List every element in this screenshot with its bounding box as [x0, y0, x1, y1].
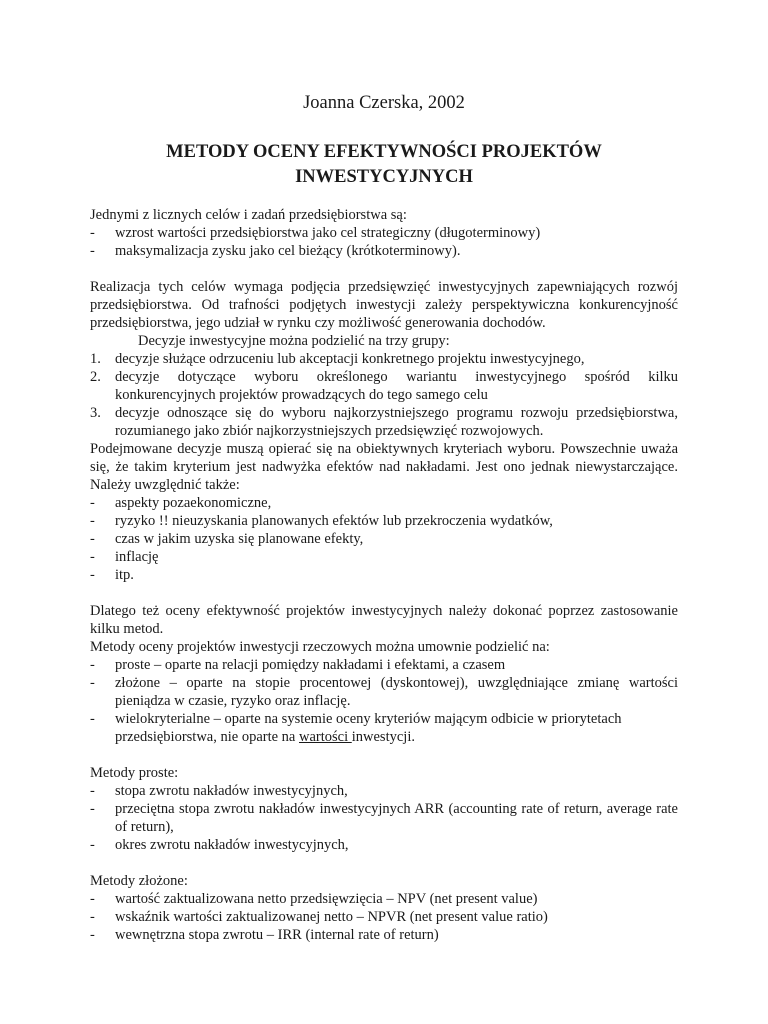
document-title: METODY OCENY EFEKTYWNOŚCI PROJEKTÓW INWESTYCYJNYCH: [166, 142, 602, 187]
list-item: [90, 710, 678, 746]
paragraph-dlatego: Dlatego też oceny efektywność projektów inwestycyjnych należy dokonać poprzez zastosowanie kilku metod.: [90, 603, 678, 637]
list-item: - czas w jakim uzyska się planowane efekty,: [90, 530, 678, 548]
paragraph-gap: [90, 854, 678, 872]
paragraph-podejmowane: Podejmowane decyzje muszą opierać się na obiektywnych kryteriach wyboru. Powszechnie uważa się, że takim kryterium jest nadwyżka efektów nad nakładami. Jest ono jednak niewystarczające. Należy uwzględnić także:: [90, 441, 678, 493]
underlined-text: wartości: [299, 729, 352, 745]
list-item: - wzrost wartości przedsiębiorstwa jako cel strategiczny (długoterminowy): [90, 224, 678, 242]
list-item: - wartość zaktualizowana netto przedsięwzięcia – NPV (net present value): [90, 890, 678, 908]
list-item: [90, 350, 678, 368]
decisions-lead: Decyzje inwestycyjne można podzielić na trzy grupy:: [138, 333, 450, 349]
list-item: - inflację: [90, 548, 678, 566]
complex-methods-heading: Metody złożone:: [90, 873, 188, 889]
list-number: 2.: [90, 369, 101, 385]
list-item: - aspekty pozaekonomiczne,: [90, 494, 678, 512]
simple-methods-heading: Metody proste:: [90, 765, 179, 781]
list-item: - itp.: [90, 566, 678, 584]
list-item: - proste – oparte na relacji pomiędzy nakładami i efektami, a czasem: [90, 656, 678, 674]
list-item: [90, 368, 678, 404]
factors-list: [90, 494, 678, 584]
list-text: decyzje dotyczące wyboru określonego wariantu inwestycyjnego spośród kilku konkurencyjnych projektów prowadzących do tego samego celu: [115, 369, 678, 403]
list-item: - ryzyko !! nieuzyskania planowanych efektów lub przekroczenia wydatków,: [90, 512, 678, 530]
list-item: - złożone – oparte na stopie procentowej (dyskontowej), uwzględniające zmianę wartości pieniądza w czasie, ryzyko oraz inflację.: [90, 674, 678, 710]
list-item: - okres zwrotu nakładów inwestycyjnych,: [90, 836, 678, 854]
author-line: Joanna Czerska, 2002: [303, 93, 465, 113]
list-text-cont: przedsiębiorstwa, nie oparte na: [115, 729, 299, 745]
complex-methods-list: [90, 890, 678, 944]
list-text: decyzje służące odrzuceniu lub akceptacji konkretnego projektu inwestycyjnego,: [115, 351, 585, 367]
intro-lead: Jednymi z licznych celów i zadań przedsiębiorstwa są:: [90, 207, 407, 223]
intro-list: [90, 224, 678, 260]
paragraph-gap: [90, 584, 678, 602]
list-item: - stopa zwrotu nakładów inwestycyjnych,: [90, 782, 678, 800]
list-item: - przeciętna stopa zwrotu nakładów inwestycyjnych ARR (accounting rate of return, average rate of return),: [90, 800, 678, 836]
decisions-list: [90, 350, 678, 440]
methods-list: [90, 656, 678, 746]
list-item: - maksymalizacja zysku jako cel bieżący (krótkoterminowy).: [90, 242, 678, 260]
list-text: decyzje odnoszące się do wyboru najkorzystniejszego programu rozwoju przedsiębiorstwa, rozumianego jako zbiór najkorzystniejszych przedsięwzięć rozwojowych.: [115, 405, 678, 439]
list-item: [90, 404, 678, 440]
methods-lead: Metody oceny projektów inwestycji rzeczowych można umownie podzielić na:: [90, 639, 550, 655]
paragraph-gap: [90, 260, 678, 278]
simple-methods-list: [90, 782, 678, 854]
list-item: - wskaźnik wartości zaktualizowanej netto – NPVR (net present value ratio): [90, 908, 678, 926]
paragraph-gap: [90, 746, 678, 764]
paragraph-realizacja: Realizacja tych celów wymaga podjęcia przedsięwzięć inwestycyjnych zapewniających rozwój przedsiębiorstwa. Od trafności podjętych inwestycji zależy perspektywiczna konkurencyjność przedsiębiorstwa, jego udział w rynku czy możliwość generowania dochodów.: [90, 279, 678, 331]
list-number: 1.: [90, 351, 101, 367]
list-text-end: inwestycji.: [351, 729, 415, 745]
document-body: [90, 206, 678, 944]
list-number: 3.: [90, 405, 101, 421]
list-item: - wewnętrzna stopa zwrotu – IRR (internal rate of return): [90, 926, 678, 944]
list-text: wielokryterialne – oparte na systemie oceny kryteriów mającym odbicie w priorytetach: [115, 711, 622, 727]
